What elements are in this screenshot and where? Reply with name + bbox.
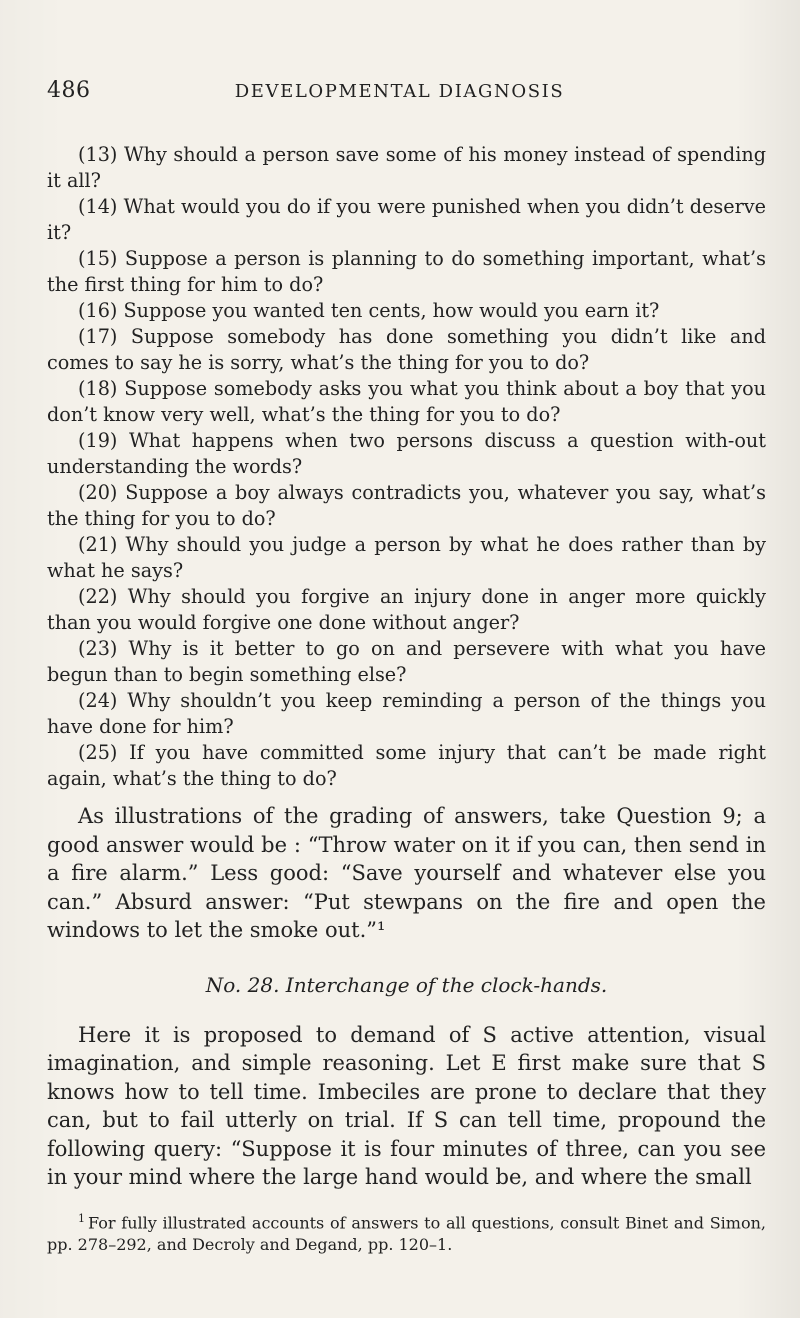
footnote-paragraph [47, 1208, 766, 1256]
question-16: (16) Suppose you wanted ten cents, how would you earn it? [78, 299, 660, 322]
question-18: (18) Suppose somebody asks you what you think about a boy that you don’t know very well, what’s the thing for you to do? [47, 377, 766, 426]
footnote-marker: 1 [78, 1211, 85, 1225]
section-paragraph: Here it is proposed to demand of S active attention, visual imagination, and simple reasoning. Let E first make sure that S knows how to tell time. Imbeciles are prone to declare that they can, but to fail utterly on trial. If S can tell time, propound the following query: “Suppose it is four minutes of three, can you see in your mind where the large hand would be, and where the small [47, 1022, 766, 1189]
question-22: (22) Why should you forgive an injury done in anger more quickly than you would forgive one done without anger? [47, 585, 766, 634]
question-13: (13) Why should a person save some of his money instead of spending it all? [47, 143, 766, 192]
footnote [47, 1208, 766, 1256]
body-text [47, 802, 766, 1192]
running-head: DEVELOPMENTAL DIAGNOSIS [234, 81, 565, 102]
question-14: (14) What would you do if you were punished when you didn’t deserve it? [47, 195, 766, 244]
question-19: (19) What happens when two persons discuss a question with-out understanding the words? [47, 429, 766, 478]
page-number: 486 [47, 78, 91, 103]
question-15: (15) Suppose a person is planning to do something important, what’s the first thing for him to do? [47, 247, 766, 296]
question-20: (20) Suppose a boy always contradicts you, whatever you say, what’s the thing for you to do? [47, 481, 766, 530]
question-24: (24) Why shouldn’t you keep reminding a person of the things you have done for him? [47, 689, 766, 738]
illustration-paragraph: As illustrations of the grading of answers, take Question 9; a good answer would be : “Throw water on it if you can, then send in a fire alarm.” Less good: “Save yourself and whatever else you can.” Absurd answer: “Put stewpans on the fire and open the windows to let the smoke out.”¹ [47, 804, 766, 942]
footnote-text: For fully illustrated accounts of answers to all questions, consult Binet and Simon, pp. 278–292, and Decroly and Degand, pp. 120–1. [47, 1212, 766, 1254]
questions-list [47, 142, 766, 792]
section-title: No. 28. Interchange of the clock-hands. [205, 972, 608, 997]
question-25: (25) If you have committed some injury that can’t be made right again, what’s the thing to do? [47, 741, 766, 790]
question-23: (23) Why is it better to go on and persevere with what you have begun than to begin something else? [47, 637, 766, 686]
page-header [47, 78, 766, 106]
question-21: (21) Why should you judge a person by what he does rather than by what he says? [47, 533, 766, 582]
question-17: (17) Suppose somebody has done something you didn’t like and comes to say he is sorry, what’s the thing for you to do? [47, 325, 766, 374]
